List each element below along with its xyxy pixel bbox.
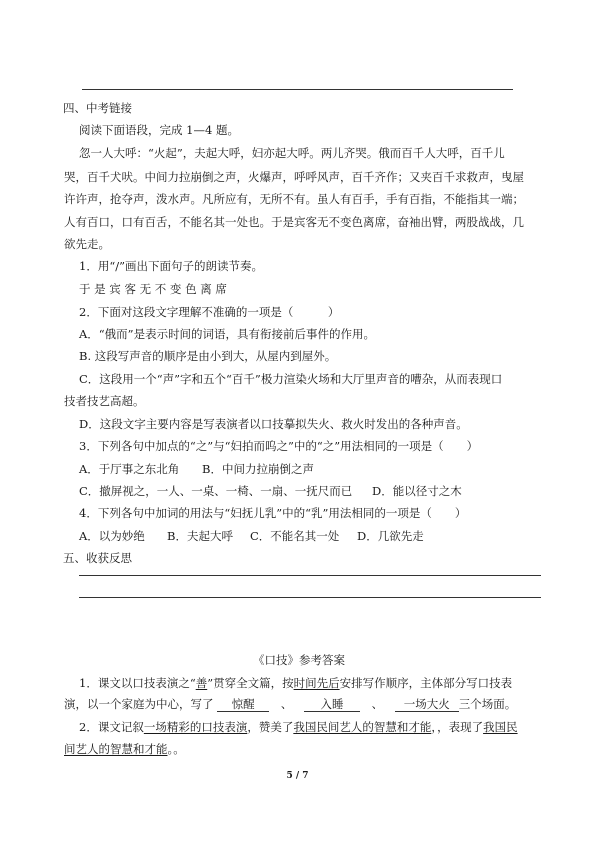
answer-1-text: 三个场面。 bbox=[458, 697, 517, 711]
answer-2-line-2 bbox=[64, 742, 185, 756]
question-3-option-d: D．能以径寸之木 bbox=[372, 484, 462, 498]
answer-1-blank-fire: 一场大火 bbox=[395, 698, 459, 712]
answer-1-text: 1．课文以口技表演之“ bbox=[79, 676, 196, 690]
reading-instruction: 阅读下面语段，完成 1—4 题。 bbox=[79, 123, 239, 137]
page-number: 5 / 7 bbox=[286, 771, 309, 781]
passage-line-2: 哭，百千犬吠。中间力拉崩倒之声，火爆声，呼呼风声，百千齐作；又夹百千求救声，曳屋 bbox=[64, 170, 524, 184]
answer-2-line-1 bbox=[79, 720, 518, 734]
question-4: 4．下列各句中加词的用法与“妇抚儿乳”中的“乳”用法相同的一项是（ ） bbox=[79, 506, 467, 520]
question-4-option-d: D．几欲先走 bbox=[357, 529, 424, 543]
answer-2-underline-performance: 一场精彩的口技表演 bbox=[143, 720, 248, 734]
question-4-option-a: A．以为妙绝 bbox=[79, 529, 145, 543]
answer-key-title: 《口技》参考答案 bbox=[253, 653, 345, 667]
answer-1-blank-sleep: 入睡 bbox=[304, 698, 360, 712]
question-3-option-b: B．中间力拉崩倒之声 bbox=[202, 462, 314, 476]
question-2-option-c-line-2: 技者技艺高超。 bbox=[64, 394, 145, 408]
answer-1-blank-wake: 惊醒 bbox=[217, 698, 269, 712]
question-3: 3．下列各句中加点的“之”与“妇拍而呜之”中的“之”用法相同的一项是（ ） bbox=[79, 439, 479, 453]
question-2-option-c-line-1: C．这段用一个“声”字和五个“百千”极力渲染火场和大厅里声音的嘈杂，从而表现口 bbox=[79, 372, 503, 386]
section-5-heading: 五、收获反思 bbox=[63, 551, 132, 565]
answer-1-line-1 bbox=[79, 676, 512, 690]
answer-2-underline-wisdom: 我国民间艺人的智慧和才能 bbox=[293, 720, 432, 734]
answer-1-text: 演，以一个家庭为中心，写了 bbox=[64, 697, 214, 711]
question-2-option-b: B. 这段写声音的顺序是由小到大，从屋内到屋外。 bbox=[79, 349, 337, 363]
answer-1-text: ”贯穿全文篇，按 bbox=[207, 676, 294, 690]
answer-1-line-2 bbox=[64, 697, 516, 712]
passage-line-1: 忽一人大呼：“火起”，夫起大呼，妇亦起大呼。两儿齐哭。俄而百千人大呼，百千儿 bbox=[79, 146, 505, 160]
answer-1-underline-shan: 善 bbox=[195, 676, 208, 690]
answer-rule-top bbox=[82, 89, 513, 90]
passage-line-5: 欲先走。 bbox=[64, 237, 110, 251]
answer-2-text: ，，表现了 bbox=[431, 720, 484, 734]
question-2-option-d: D．这段文字主要内容是写表演者以口技摹拟失火、救火时发出的各种声音。 bbox=[79, 417, 468, 431]
answer-2-underline-artists: 间艺人的智慧和才能 bbox=[64, 742, 168, 756]
question-2: 2．下面对这段文字理解不准确的一项是（ ） bbox=[79, 305, 340, 319]
passage-line-4: 人有百口，口有百舌，不能名其一处也。于是宾客无不变色离席，奋袖出臂，两股战战，几 bbox=[64, 215, 524, 229]
question-1-sentence: 于 是 宾 客 无 不 变 色 离 席 bbox=[79, 282, 227, 296]
answer-1-separator: 、 bbox=[280, 697, 293, 711]
question-1: 1．用“/”画出下面句子的朗读节奏。 bbox=[79, 259, 263, 273]
question-3-option-a: A．于厅事之东北角 bbox=[79, 462, 180, 476]
reflection-rule-1 bbox=[79, 575, 541, 576]
answer-2-text: 。。 bbox=[167, 742, 185, 756]
passage-line-3: 许许声，抢夺声，泼水声。凡所应有，无所不有。虽人有百手，手有百指，不能指其一端； bbox=[64, 192, 524, 206]
question-4-option-c: C．不能名其一处 bbox=[250, 529, 340, 543]
answer-1-underline-time-order: 时间先后 bbox=[293, 676, 340, 690]
question-4-option-b: B．夫起大呼 bbox=[167, 529, 233, 543]
section-4-heading: 四、中考链接 bbox=[63, 101, 132, 115]
answer-1-separator: 、 bbox=[371, 697, 384, 711]
answer-2-underline-folk: 我国民 bbox=[483, 720, 518, 734]
question-2-option-a: A．“俄而”是表示时间的词语，具有衔接前后事件的作用。 bbox=[79, 327, 376, 341]
question-3-option-c: C．撤屏视之，一人、一桌、一椅、一扇、一抚尺而已 bbox=[79, 484, 353, 498]
answer-2-text: 2．课文记叙 bbox=[79, 720, 144, 734]
answer-1-text: 安排写作顺序，主体部分写口技表 bbox=[339, 676, 513, 690]
reflection-rule-2 bbox=[79, 597, 541, 598]
answer-2-text: ，赞美了 bbox=[247, 720, 294, 734]
